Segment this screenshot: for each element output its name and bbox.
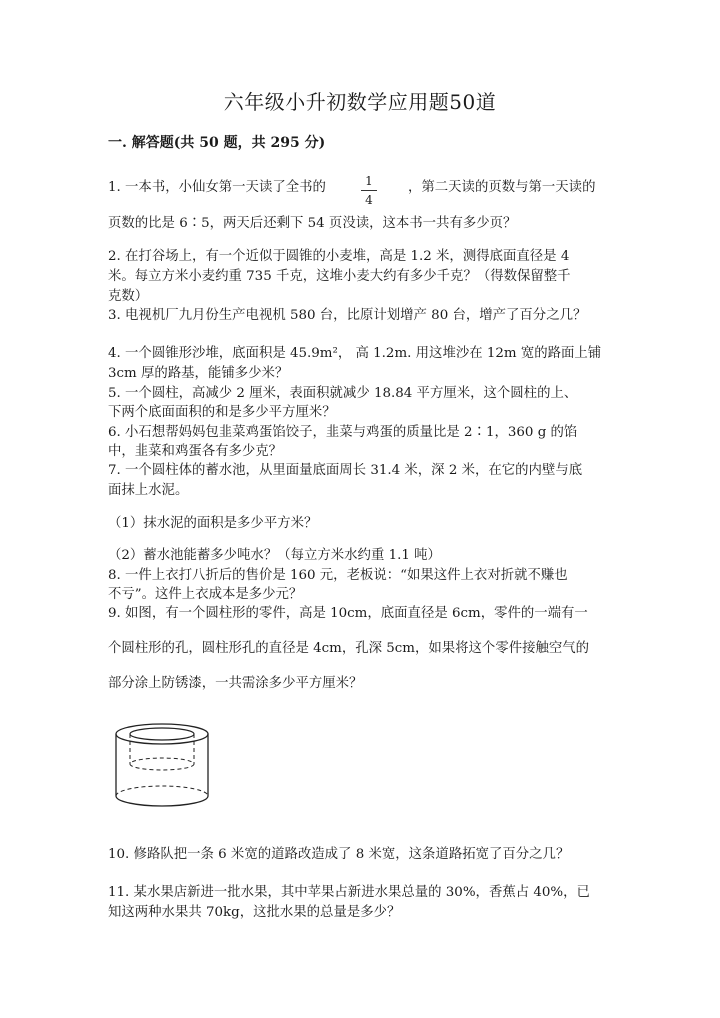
q1-line-1b: ，第二天读的页数与第一天读的 <box>408 180 596 195</box>
q10-line-1: 10. 修路队把一条 6 米宽的道路改造成了 8 米宽，这条道路拓宽了百分之几？ <box>108 847 570 862</box>
q9-line-3: 部分涂上防锈漆，一共需涂多少平方厘米？ <box>108 676 363 691</box>
q2-line-3: 克数） <box>108 289 149 304</box>
cylinder-figure <box>106 718 226 814</box>
q7-line-2: 面抹上水泥。 <box>108 483 189 498</box>
q9-line-2: 个圆柱形的孔，圆柱形孔的直径是 4cm，孔深 5cm，如果将这个零件接触空气的 <box>108 641 590 656</box>
hole-bottom-ellipse <box>130 758 194 770</box>
q1-line-1: 1. 一本书，小仙女第一天读了全书的 <box>108 180 326 195</box>
fraction-bar <box>361 190 377 191</box>
page-title: 六年级小升初数学应用题50道 <box>223 90 497 114</box>
q8-line-1: 8. 一件上衣打八折后的售价是 160 元，老板说：“如果这件上衣对折就不赚也 <box>108 568 568 583</box>
hole-top-ellipse <box>130 728 194 740</box>
q4-line-2: 3cm 厚的路基，能铺多少米？ <box>108 366 289 381</box>
q8-line-2: 不亏”。这件上衣成本是多少元？ <box>108 587 303 602</box>
fraction-numerator: 1 <box>365 174 373 188</box>
q5-line-2: 下两个底面面积的和是多少平方厘米？ <box>108 405 336 420</box>
q6-line-2: 中，韭菜和鸡蛋各有多少克？ <box>108 444 283 459</box>
section-heading: 一. 解答题(共 50 题，共 295 分) <box>108 135 326 151</box>
q7-sub-1: （1）抹水泥的面积是多少平方米？ <box>108 516 318 531</box>
q11-line-2: 知这两种水果共 70kg，这批水果的总量是多少？ <box>108 905 401 920</box>
q6-line-1: 6. 小石想帮妈妈包韭菜鸡蛋馅饺子，韭菜与鸡蛋的质量比是 2∶1，360 g 的馅 <box>108 425 578 440</box>
q1-fraction <box>359 174 379 207</box>
q7-line-1: 7. 一个圆柱体的蓄水池，从里面量底面周长 31.4 米，深 2 米，在它的内壁与底 <box>108 463 583 478</box>
q2-line-2: 米。每立方米小麦约重 735 千克，这堆小麦大约有多少千克？（得数保留整千 <box>108 269 571 284</box>
fraction-denominator: 4 <box>365 193 373 207</box>
q7-sub-2: （2）蓄水池能蓄多少吨水？（每立方米水约重 1.1 吨） <box>108 548 441 563</box>
q3-line-1: 3. 电视机厂九月份生产电视机 580 台，比原计划增产 80 台，增产了百分之几？ <box>108 308 587 323</box>
q4-line-1: 4. 一个圆锥形沙堆，底面积是 45.9m²， 高 1.2m. 用这堆沙在 12m 宽的路面上铺 <box>108 346 602 361</box>
q2-line-1: 2. 在打谷场上，有一个近似于圆锥的小麦堆，高是 1.2 米，测得底面直径是 4 <box>108 249 570 264</box>
q1-line-2: 页数的比是 6∶5，两天后还剩下 54 页没读，这本书一共有多少页？ <box>108 216 517 231</box>
cylinder-bottom-back <box>116 786 208 796</box>
q9-line-1: 9. 如图，有一个圆柱形的零件，高是 10cm，底面直径是 6cm，零件的一端有一 <box>108 606 588 621</box>
q5-line-1: 5. 一个圆柱，高减少 2 厘米，表面积就减少 18.84 平方厘米，这个圆柱的上、 <box>108 386 578 401</box>
q11-line-1: 11. 某水果店新进一批水果，其中苹果占新进水果总量的 30%，香蕉占 40%，已 <box>108 885 590 900</box>
cylinder-bottom-front <box>116 796 208 806</box>
